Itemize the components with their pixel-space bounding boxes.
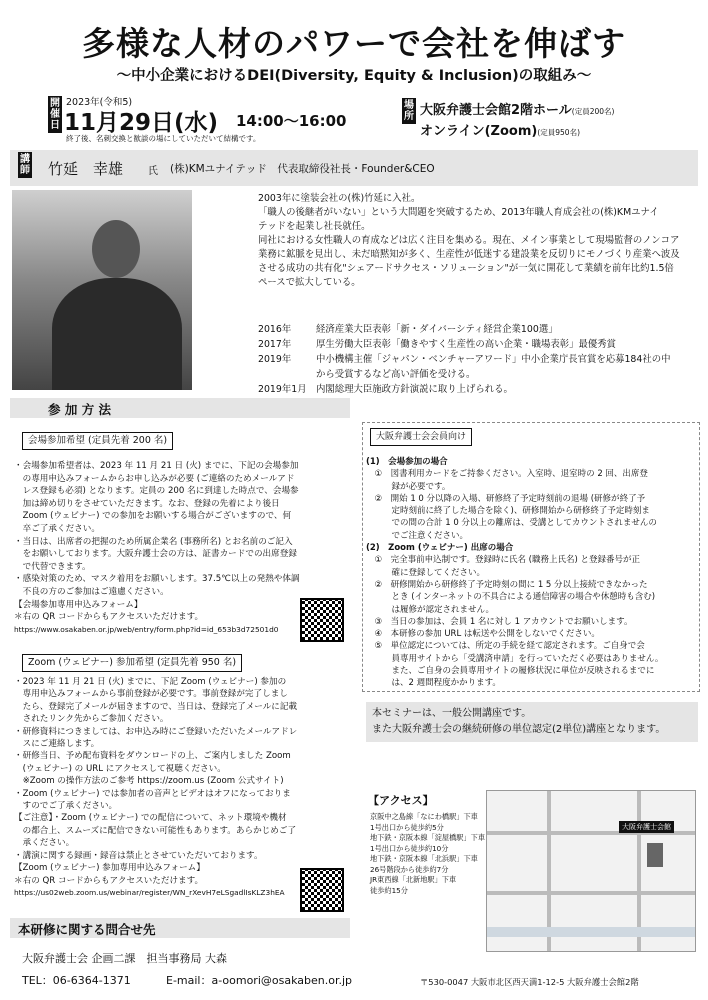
members-tag: 大阪弁護士会会員向け — [370, 428, 472, 446]
venue-participation-box: 会場参加希望 (定員先着 200 名) — [22, 432, 173, 450]
access-map — [486, 790, 696, 952]
subtitle: 〜中小企業におけるDEI(Diversity, Equity & Inclusion)の取組み〜 — [116, 68, 592, 84]
history-text: 厚生労働大臣表彰「働きやすく生産性の高い企業・職場表彰」最優秀賞 — [316, 339, 617, 350]
text-line: レス登録も必須) となります。定員の 200 名に到達した時点で、会場参 — [14, 486, 299, 497]
map-river — [487, 927, 695, 937]
text-line: ・会場参加希望者は、2023 年 11 月 21 日 (火) までに、下記の会場参加 — [14, 461, 299, 471]
access-item: 徒歩約15分 — [370, 885, 408, 895]
access-item: 1号出口から徒歩約5分 — [370, 822, 444, 832]
text-line: 【ご注意】・Zoom (ウェビナー) での配信について、ネット環境や機材 — [14, 813, 287, 824]
access-item: 地下鉄・京阪本線「淀屋橋駅」下車 — [370, 833, 486, 842]
history-text: 内閣総理大臣施政方針演説に取り上げられる。 — [316, 384, 513, 395]
text-line: ※Zoom の操作方法のご参考 https://zoom.us (Zoom 公式サイト) — [14, 776, 284, 787]
text-line: (ウェビナー) の URL にアクセスして視聴ください。 — [14, 763, 226, 774]
text-line: 録が必要です。 — [366, 481, 451, 492]
text-line: たら、登録完了メールが届きますので、当日は、登録完了メールに記載 — [14, 701, 298, 712]
main-title: 多様な人材のパワーで会社を伸ばす — [82, 24, 626, 63]
access-list — [370, 812, 488, 896]
history-year: 2017年 — [258, 339, 292, 350]
history-text: 経済産業大臣表彰「新・ダイバーシティ経営企業100選」 — [316, 324, 558, 335]
text-line: スにご連絡します。 — [14, 739, 100, 750]
notice-box — [366, 702, 698, 742]
text-line: でご注意ください。 — [366, 530, 469, 541]
event-time: 14:00〜16:00 — [236, 112, 347, 130]
contact-heading: 本研修に関する問合せ先 — [18, 922, 156, 937]
event-year: 2023年(令和5) — [66, 97, 133, 108]
zoom-qr-code[interactable] — [300, 868, 344, 912]
map-venue-marker — [647, 843, 663, 867]
speaker-name: 竹延 幸雄 — [48, 160, 124, 178]
speaker-honorific: 氏 — [148, 166, 158, 177]
zoom-participation-box: Zoom (ウェビナー) 参加希望 (定員先着 950 名) — [22, 654, 242, 672]
text-line: 専用申込みフォームから事前登録が必要です。事前登録が完了しまし — [14, 689, 288, 700]
date-tag: 開催日 — [50, 98, 60, 131]
bio-line: テッドを起業し社長就任。 — [258, 221, 371, 232]
text-line: ・講演に関する録画・録音は禁止とさせていただいております。 — [14, 850, 263, 861]
event-note: 終了後、名刺交換と歓談の場にしていただいて結構です。 — [66, 134, 261, 143]
text-line: ・研修資料につきましては、お申込み時にご登録いただいたメールアドレ — [14, 726, 298, 737]
access-item: 京阪中之島線「なにわ橋駅」下車 — [370, 812, 478, 821]
speaker-body-shape — [52, 278, 182, 390]
contact-org: 大阪弁護士会 企画二課 担当事務局 大森 — [22, 952, 227, 965]
text-line: また、ご自身の会員専用サイトの履修状況に単位が反映されるまでに — [366, 666, 655, 677]
access-item: 26号階段から徒歩約7分 — [370, 864, 449, 874]
text-line: ② 開始 1 0 分以降の入場、研修終了予定時刻前の退場 (研修が終了予 — [366, 493, 646, 504]
text-line: 確に登録してください。 — [366, 567, 486, 578]
speaker-bio — [258, 192, 698, 290]
speaker-tag: 講師 — [20, 154, 30, 176]
access-heading: 【アクセス】 — [368, 794, 434, 807]
access-item: JR東西線「北新地駅」下車 — [370, 875, 457, 884]
speaker-history — [258, 322, 698, 397]
speaker-face-shape — [92, 220, 140, 278]
bio-line: 2003年に塗装会社の(株)竹延に入社。 — [258, 193, 421, 204]
venue-address: 〒530-0047 大阪市北区西天満1-12-5 大阪弁護士会館2階 — [420, 977, 639, 987]
text-line: ・当日は、出席者の把握のため所属企業名 (事務所名) とお名前のご記入 — [14, 536, 293, 547]
venue-form-link[interactable]: https://www.osakaben.or.jp/web/entry/form.php?id=id_653b3d72501d0 — [14, 624, 279, 634]
zoom-qr-note: ＊右の QR コードからもアクセスいただけます。 — [14, 875, 204, 886]
bio-line: させる成功の共有化"シェアードサクセス・ソリューション"が一気に開花して業績を前年比約1.5倍 — [258, 263, 674, 274]
text-line: されたリンク先からご参加ください。 — [14, 714, 169, 725]
text-line: をお願いしております。大阪弁護士会の方は、証書カードでの出席登録 — [14, 549, 297, 560]
venue-hall-capacity: (定員200名) — [571, 107, 615, 116]
contact-tel[interactable]: TEL：06-6364-1371 — [22, 974, 131, 987]
speaker-photo — [12, 190, 192, 390]
event-date: 11月29日(水) — [64, 110, 219, 136]
venue-qr-note: ＊右の QR コードからもアクセスいただけます。 — [14, 612, 204, 623]
text-line: 加は締め切りをさせていただきます。なお、登録の先着により後日 — [14, 498, 280, 509]
text-line: 員専用サイトから「受講済申請」を行っていただく必要はありません。 — [366, 653, 664, 664]
members-text — [366, 456, 696, 690]
text-line: ・研修当日、予め配布資料をダウンロードの上、ご案内しました Zoom — [14, 751, 291, 762]
notice-line: また大阪弁護士会の継続研修の単位認定(2単位)講座となります。 — [372, 724, 666, 735]
history-text: から受賞するなど高い評価を受ける。 — [316, 369, 476, 380]
venue-online-capacity: (定員950名) — [537, 128, 580, 137]
map-road — [487, 891, 695, 895]
text-line: 定時刻前に終了した場合を除く)、研修開始から研修終了予定時刻ま — [366, 506, 650, 517]
map-venue-label: 大阪弁護士会館 — [619, 821, 674, 833]
notice-line: 本セミナーは、一般公開講座です。 — [372, 708, 532, 719]
zoom-form-link[interactable]: https://us02web.zoom.us/webinar/register/WN_rXevH7eLSgadlIsKLZ3hEA — [14, 887, 285, 897]
text-line: の都合上、スムーズに配信できない可能性もあります。あらかじめご了 — [14, 825, 297, 836]
bio-line: ペースで拡大している。 — [258, 277, 361, 288]
text-line: は履修が認定されません。 — [366, 604, 495, 615]
text-line: とき (インターネットの不具合による通信障害の場合や休憩時も含む) — [366, 592, 656, 603]
venue-tag: 場所 — [404, 100, 414, 122]
text-line: Zoom (ウェビナー) での参加をお願いする場合がございますので、何 — [14, 511, 292, 522]
text-line: ① 完全事前申込制です。登録時に氏名 (職務上氏名) と登録番号が正 — [366, 555, 640, 566]
text-line: ・Zoom (ウェビナー) では参加者の音声とビデオはオフになっておりま — [14, 788, 291, 799]
bio-line: 業務に鉱脈を見出し、未だ暗黙知が多く、生産性が低迷する建設業を反切りにモノづくり産業へ波及 — [258, 249, 680, 260]
text-line: の専用申込みフォームからお申し込みが必要 (ご連絡のためメールアド — [14, 473, 295, 484]
access-item: 1号出口から徒歩約10分 — [370, 843, 449, 853]
history-year: 2019年 — [258, 354, 292, 365]
text-line: 承ください。 — [14, 838, 75, 849]
text-line: (2) Zoom (ウェビナー) 出席の場合 — [366, 543, 514, 554]
venue-hall: 大阪弁護士会館2階ホール — [420, 103, 572, 118]
text-line: ③ 当日の参加は、会員 1 名に対し 1 アカウントでお願いします。 — [366, 616, 633, 627]
text-line: 卒ご了承ください。 — [14, 523, 100, 534]
text-line: (1) 会場参加の場合 — [366, 457, 448, 467]
participation-heading: 参 加 方 法 — [48, 402, 112, 417]
text-line: すのでご了承ください。 — [14, 801, 118, 812]
text-line: ・感染対策のため、マスク着用をお願いします。37.5℃以上の発熱や体調 — [14, 574, 300, 585]
venue-qr-code[interactable] — [300, 598, 344, 642]
text-line: ・2023 年 11 月 21 日 (火) までに、下記 Zoom (ウェビナー) 参加の — [14, 677, 287, 687]
text-line: ⑤ 単位認定については、所定の手続を経て認定されます。ご自身で会 — [366, 641, 645, 652]
zoom-participation-text — [14, 676, 354, 899]
text-line: ① 図書利用カードをご持参ください。入室時、退室時の 2 回、出席登 — [366, 469, 648, 480]
speaker-title: (株)KMユナイテッド 代表取締役社長・Founder&CEO — [170, 163, 435, 175]
history-year: 2016年 — [258, 324, 292, 335]
contact-email[interactable]: E-mail：a-oomori@osakaben.or.jp — [166, 974, 353, 987]
text-line: ④ 本研修の参加 URL は転送や公開をしないでください。 — [366, 629, 600, 640]
venue-online: オンライン(Zoom) — [420, 124, 538, 139]
text-line: での間の合計 1 0 分以上の離席は、受講としてカウントされませんの — [366, 518, 657, 529]
bio-line: 同社における女性職人の育成などは広く注目を集める。現在、メイン事業として現場監督のノンコア — [258, 235, 680, 246]
bio-line: 「職人の後継者がいない」という大問題を突破するため、2013年職人育成会社の(株)KMユナイ — [258, 207, 659, 218]
text-line: は、2 週間程度かかります。 — [366, 678, 501, 689]
text-line: ② 研修開始から研修終了予定時刻の間に 1 5 分以上接続できなかった — [366, 579, 648, 590]
history-text: 中小機構主催「ジャパン・ベンチャーアワード」中小企業庁長官賞を応募184社の中 — [316, 354, 671, 365]
zoom-form-label: 【Zoom (ウェビナー) 参加専用申込みフォーム】 — [14, 863, 205, 874]
text-line: で代替できます。 — [14, 561, 91, 572]
access-item: 地下鉄・京阪本線「北浜駅」下車 — [370, 854, 478, 863]
history-year: 2019年1月 — [258, 384, 307, 395]
text-line: 不良の方のご参加はご遠慮ください。 — [14, 586, 169, 597]
venue-form-label: 【会場参加専用申込みフォーム】 — [14, 599, 143, 610]
